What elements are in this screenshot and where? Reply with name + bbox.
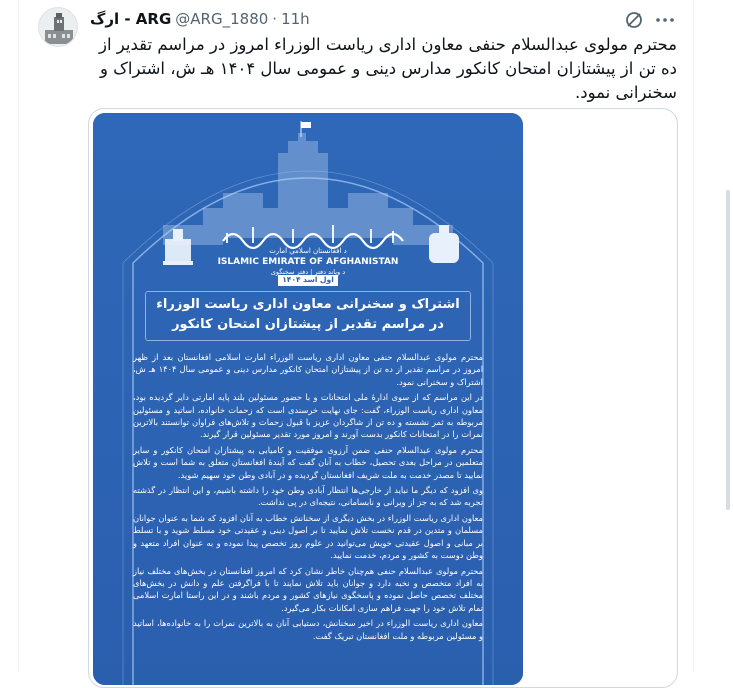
tweet-header [90, 8, 310, 30]
tweet-text: محترم مولوی عبدالسلام حنفی معاون اداری ریاست الوزراء امروز در مراسم تقدیر از ده تن از پیشتازان امتحان کانکور مدارس دینی و عمومی سال ۱۴۰۴ هـ ش، اشتراک و سخنرانی نمود. [98, 35, 677, 102]
scrollbar-thumb[interactable] [726, 190, 730, 510]
emirate-name-en: ISLAMIC EMIRATE OF AFGHANISTAN [217, 257, 399, 267]
poster-paragraph: محترم مولوی عبدالسلام حنفی هم‌چنان خاطر نشان کرد که امروز افغانستان در بخش‌های مختلف نیاز به افراد متخصص و نخبه دارد و جوانان باید تلاش نمایند تا با فراگرفتن علم و دانش در بخش‌های مختلف تخصص حاصل نموده و پاسخگوی نیازهای کشور و مردم باشند و در این راستا امارت اسلامی تمام تلاش خود را جهت فراهم سازی امکانات بکار می‌گیرد. [133, 565, 483, 613]
arg-palace-avatar-icon [39, 8, 78, 47]
emirate-name-logo: د افغانستان اسلامي امارت [269, 247, 347, 255]
header-separator: · [272, 10, 278, 28]
poster-paragraph: در این مراسم که از سوی ادارهٔ ملی امتحانات و با حضور مسئولین بلند پایه امارتی دایر گردیده بود، معاون اداری ریاست الوزراء، گفت: جای نهایت خرسندی است که زحمات خانواده، اساتید و مسئولین مربوطه به ثمر نشسته و ده تن از شاگردان عزیز با قبول زحمات و تلاش‌های فراوان توانستند بالاترین نمرات را در امتحانات کانکور بدست آورند و امروز مورد تقدیر مسئولین قرار گیرند. [133, 392, 483, 440]
poster-paragraph: معاون اداری ریاست الوزراء در اخیر سخنانش، دستیابی آنان به بالاترین نمرات را به خانواده‌ها، اساتید و مسئولین مربوطه و ملت افغانستان تبریک گفت. [133, 618, 483, 641]
more-horizontal-icon[interactable] [654, 9, 676, 31]
poster-paragraph: محترم مولوی عبدالسلام حنفی ضمن آرزوی موفقیت و کامیابی به پیشتازان امتحان کانکور و سایر متعلمین در مراحل بعدی تحصیل، خطاب به آنان گفت که آیندهٔ افغانستان متعلق به شما است و تلاش نمایید تا مصدر خدمت به ملت شریف افغانستان گردیده و در آبادی وطن خود سهیم شوید. [133, 444, 483, 480]
poster-body [133, 351, 483, 645]
poster-title: اشتراک و سخنرانی معاون اداری ریاست الوزراء در مراسم تقدیر از پیشتازان امتحان کانکور [156, 297, 460, 332]
poster-date: اول اسد ۱۴۰۴ [282, 275, 334, 284]
avatar[interactable] [38, 7, 78, 47]
press-release-poster [93, 113, 523, 685]
office-name-fa: د ویاند دفتر | دفتر سخنگوی [270, 268, 346, 276]
grok-icon[interactable] [624, 10, 644, 30]
poster-paragraph: معاون اداری ریاست الوزراء در بخش دیگری از سخنانش خطاب به آنان افزود که شما به عنوان جوانان مسلمان و متدین در قدم نخست تلاش نمایید تا بر اصول دینی و عقیدتی خود مسلط شوید و با تسلط بر مبانی و اصول عقیدتی خویش می‌توانید در علوم روز تخصص پیدا نموده و به عنوان افراد متعهد و وطن دوست به کشور و مردم، خدمت نمایید. [133, 512, 483, 561]
display-name[interactable]: ارگ - ARG [90, 10, 172, 28]
tweet-media[interactable] [88, 108, 678, 688]
poster-paragraph: وی افزود که دیگر ما نباید از خارجی‌ها انتظار آبادی وطن خود را داشته باشیم، و این انتظار در گذشته تجربه شد که به جز از ویرانی و نابسامانی، نتیجه‌ای در پی نداشت. [133, 485, 483, 508]
user-handle[interactable]: @ARG_1880 [175, 10, 269, 28]
tweet-timestamp[interactable]: 11h [281, 10, 310, 28]
poster-paragraph: محترم مولوی عبدالسلام حنفی معاون اداری ریاست الوزراء امارت اسلامی افغانستان بعد از ظهر امروز در مراسم تقدیر از ده تن از پیشتازان امتحان کانکور مدارس دینی و عمومی سال ۱۴۰۴ هـ ش، اشتراک و سخنرانی نمود. [133, 352, 483, 387]
